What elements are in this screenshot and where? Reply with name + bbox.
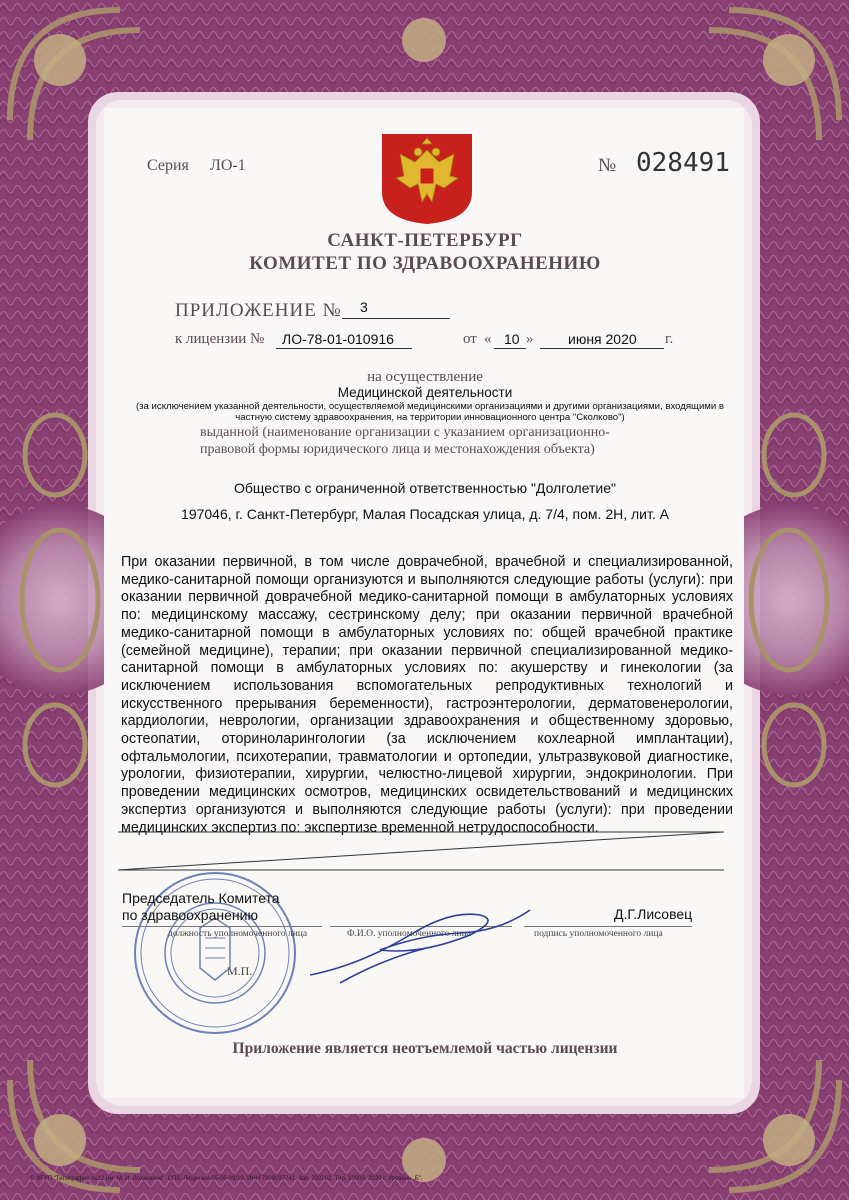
number-value: 028491 bbox=[636, 148, 730, 178]
organization-address: 197046, г. Санкт-Петербург, Малая Посадская улица, д. 7/4, пом. 2Н, лит. А bbox=[181, 506, 669, 522]
license-number-line bbox=[276, 348, 412, 349]
city-title: САНКТ-ПЕТЕРБУРГ bbox=[327, 230, 523, 251]
issued-label-1: выданной (наименование организации с указанием организационно- bbox=[200, 425, 610, 440]
activity-note: (за исключением указанной деятельности, осуществляемой медицинскими организациями и другими организациями, входящими в частную систему здравоохранения, на территории инновационного центра "Сколково") bbox=[135, 401, 725, 423]
series-value: ЛО-1 bbox=[210, 157, 246, 174]
issued-label-2: правовой формы юридического лица и местонахождения объекта) bbox=[200, 442, 595, 457]
printer-imprint: © ФГУП "Типография №12 им. М. И. Лоханкина". СПб. Лицензия 05-05-09/19. ИНН 7809037741. Зак. 200202. Тир. 10000. 2020 г. Уровень „Б". bbox=[30, 1176, 423, 1182]
activity-label: на осуществление bbox=[367, 369, 483, 385]
signatory-position-line1: Председатель Комитета bbox=[122, 890, 280, 906]
license-number: ЛО-78-01-010916 bbox=[282, 331, 394, 347]
handwritten-signature bbox=[300, 895, 540, 990]
signature-underline bbox=[524, 926, 692, 927]
date-from-label: от bbox=[463, 331, 477, 347]
signatory-name: Д.Г.Лисовец bbox=[614, 906, 693, 922]
license-label: к лицензии № bbox=[175, 331, 265, 347]
appendix-number-line bbox=[342, 318, 450, 319]
date-month-year: июня 2020 bbox=[568, 331, 637, 347]
footer-statement: Приложение является неотъемлемой частью лицензии bbox=[232, 1040, 618, 1057]
caption-name: Ф.И.О. уполномоченного лица bbox=[347, 929, 471, 939]
number-label: № bbox=[598, 155, 617, 176]
organization-name: Общество с ограниченной ответственностью "Долголетие" bbox=[234, 480, 616, 496]
caption-position: должность уполномоченного лица bbox=[168, 929, 308, 939]
services-description: При оказании первичной, в том числе доврачебной, врачебной и специализированной, медико-санитарной помощи организуются и выполняются следующие работы (услуги): при оказании первичной доврачебной медико-санитарной помощи в амбулаторных условиях по: медицинскому массажу, сестринскому делу; при оказании первичной врачебной медико-санитарной помощи в амбулаторных условиях по: общей врачебной практике (семейной медицине), терапии; при оказании первичной специализированной медико-санитарной помощи в амбулаторных условиях по: акушерству и гинекологии (за исключением использования вспомогательных репродуктивных технологий и искусственного прерывания беременности), гастроэнтерологии, дерматовенерологии, кардиологии, неврологии, организации здравоохранения и общественному здоровью, остеопатии, оториноларингологии (за исключением кохлеарной имплантации), офтальмологии, психотерапии, травматологии и ортопедии, ультразвуковой диагностике, урологии, физиотерапии, хирургии, челюстно-лицевой хирургии, эндокринологии. При проведении медицинских осмотров, медицинских освидетельствований и медицинских экспертиз организуются и выполняются следующие работы (услуги): при проведении медицинских экспертиз по: экспертизе временной нетрудоспособности. bbox=[121, 554, 733, 836]
seal-place-label: М.П. bbox=[227, 964, 253, 978]
date-year-suffix: г. bbox=[665, 331, 674, 347]
appendix-label: ПРИЛОЖЕНИЕ № bbox=[175, 300, 342, 321]
blank-fill-lines bbox=[118, 824, 730, 872]
caption-signature: подпись уполномоченного лица bbox=[534, 929, 663, 939]
activity-value: Медицинской деятельности bbox=[337, 385, 513, 400]
committee-title: КОМИТЕТ ПО ЗДРАВООХРАНЕНИЮ bbox=[249, 253, 601, 274]
date-day-line bbox=[494, 348, 526, 349]
signatory-position-line2: по здравоохранению bbox=[122, 907, 258, 923]
series-label: Серия bbox=[147, 157, 189, 174]
coat-of-arms-icon bbox=[380, 132, 474, 226]
position-underline bbox=[122, 926, 322, 927]
date-open-quote: « bbox=[484, 331, 492, 347]
appendix-number: 3 bbox=[360, 299, 368, 315]
date-month-line bbox=[540, 348, 664, 349]
date-close-quote: » bbox=[526, 331, 534, 347]
date-day: 10 bbox=[504, 331, 520, 347]
